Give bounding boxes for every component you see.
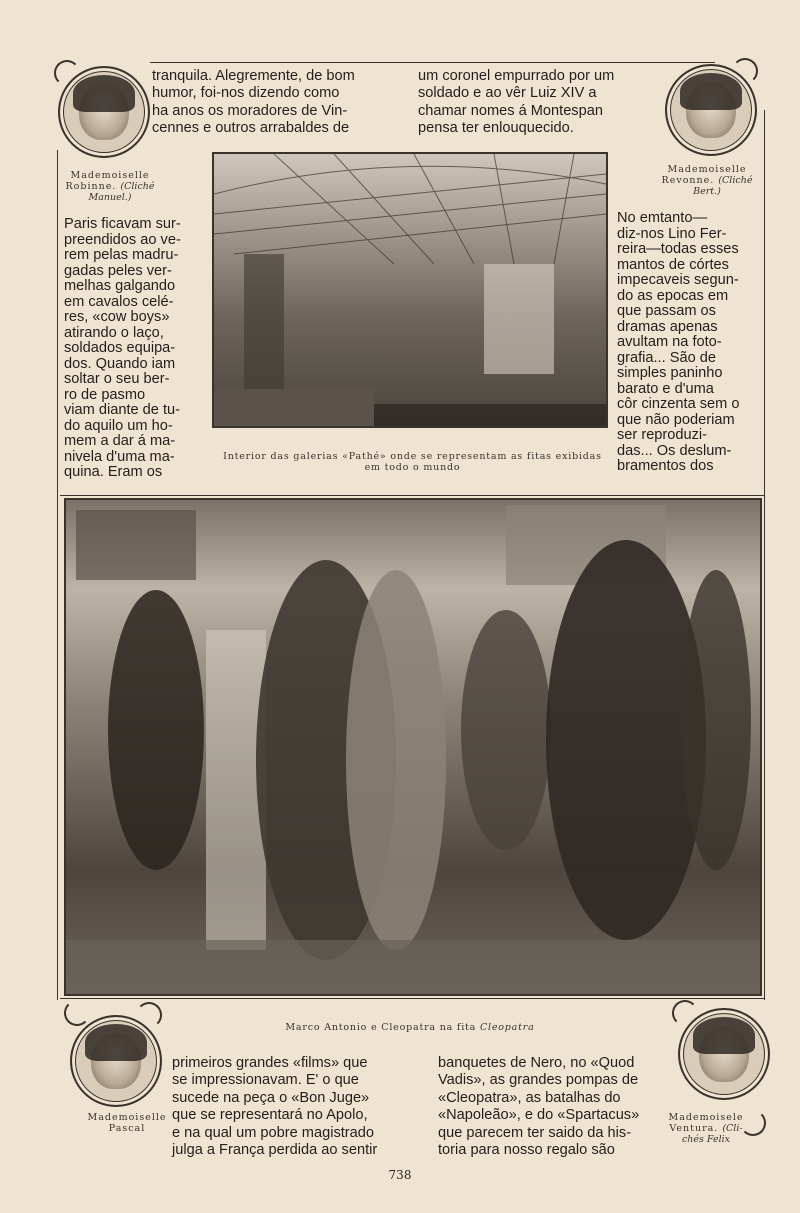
portrait-pascal-caption bbox=[82, 1112, 172, 1134]
portrait-revonne-caption bbox=[652, 164, 762, 197]
cleopatra-caption-title: Cleopatra bbox=[479, 1022, 535, 1033]
page-number: 738 bbox=[388, 1168, 412, 1182]
portrait-robinne bbox=[58, 66, 150, 158]
portrait-revonne-credit: (Cliché Bert.) bbox=[693, 175, 753, 197]
left-rule bbox=[57, 150, 58, 1000]
portrait-ventura-name: Mademoisele Ventura. bbox=[668, 1112, 744, 1134]
pathe-studio-photo bbox=[212, 152, 608, 428]
portrait-robinne-credit: (Cliché Manuel.) bbox=[88, 181, 155, 203]
portrait-pascal-name: Mademoiselle Pascal bbox=[87, 1112, 167, 1134]
portrait-revonne-name: Mademoiselle Revonne. bbox=[661, 164, 747, 186]
top-rule bbox=[150, 62, 715, 63]
bottom-right-text: banquetes de Nero, no «Quod Vadis», as grandes pompas de «Cleopatra», as batalhas do «Napoleão», e do «Spartacus» que parecem ter saido da his- toria para nosso regalo são bbox=[438, 1055, 640, 1159]
bottom-left-text: primeiros grandes «films» que se impressionavam. E' o que sucede na peça o «Bon Juge» que se representará no Apolo, e na qual um pobre magistrado julga a França perdida ao sentir bbox=[172, 1055, 378, 1159]
portrait-robinne-name: Mademoiselle Robinne. bbox=[65, 170, 150, 192]
portrait-ventura-credit: (Cli- chés Felix bbox=[681, 1123, 743, 1145]
portrait-robinne-caption bbox=[55, 170, 165, 203]
mid-rule bbox=[60, 495, 765, 496]
top-left-text: tranquila. Alegremente, de bom humor, foi-nos dizendo como ha anos os moradores de Vin- cennes e outros arrabaldes de bbox=[152, 68, 355, 137]
lower-rule bbox=[60, 998, 765, 999]
right-rule bbox=[764, 110, 765, 1000]
cleopatra-photo bbox=[64, 498, 762, 996]
portrait-ventura bbox=[678, 1008, 770, 1100]
ornament-scroll-icon bbox=[64, 1000, 90, 1026]
cleopatra-photo-caption bbox=[200, 1022, 620, 1033]
middle-right-text: No emtanto— diz-nos Lino Fer- reira—todas esses mantos de córtes impecaveis segun- do as epocas em que passam os dramas apenas avultam na foto- grafia... São de simples paninho barato e d'uma côr cinzenta sem o que não poderiam ser reproduzi- das... Os deslum- bramentos dos bbox=[617, 210, 740, 474]
top-right-text: um coronel empurrado por um soldado e ao vêr Luiz XIV a chamar nomes á Montespan pensa ter enlouquecido. bbox=[418, 68, 615, 137]
cleopatra-caption-prefix: Marco Antonio e Cleopatra na fita bbox=[285, 1022, 480, 1033]
portrait-pascal bbox=[70, 1015, 162, 1107]
middle-left-text: Paris ficavam sur- preendidos ao ve- rem pelas madru- gadas peles ver- melhas galgando em cavalos celé- res, «cow boys» atirando o laço, soldados equipa- dos. Quando iam soltar o seu ber- ro de pasmo viam diante de tu- do aquilo um ho- mem a dar á ma- nivela d'uma ma- quina. Eram os bbox=[64, 216, 181, 480]
studio-illustration bbox=[214, 154, 606, 426]
portrait-ventura-caption bbox=[664, 1112, 748, 1145]
cleopatra-scene-illustration bbox=[66, 500, 760, 994]
portrait-revonne bbox=[665, 64, 757, 156]
pathe-photo-caption: Interior das galerias «Pathé» onde se representam as fitas exibidas em todo o mundo bbox=[223, 451, 602, 473]
